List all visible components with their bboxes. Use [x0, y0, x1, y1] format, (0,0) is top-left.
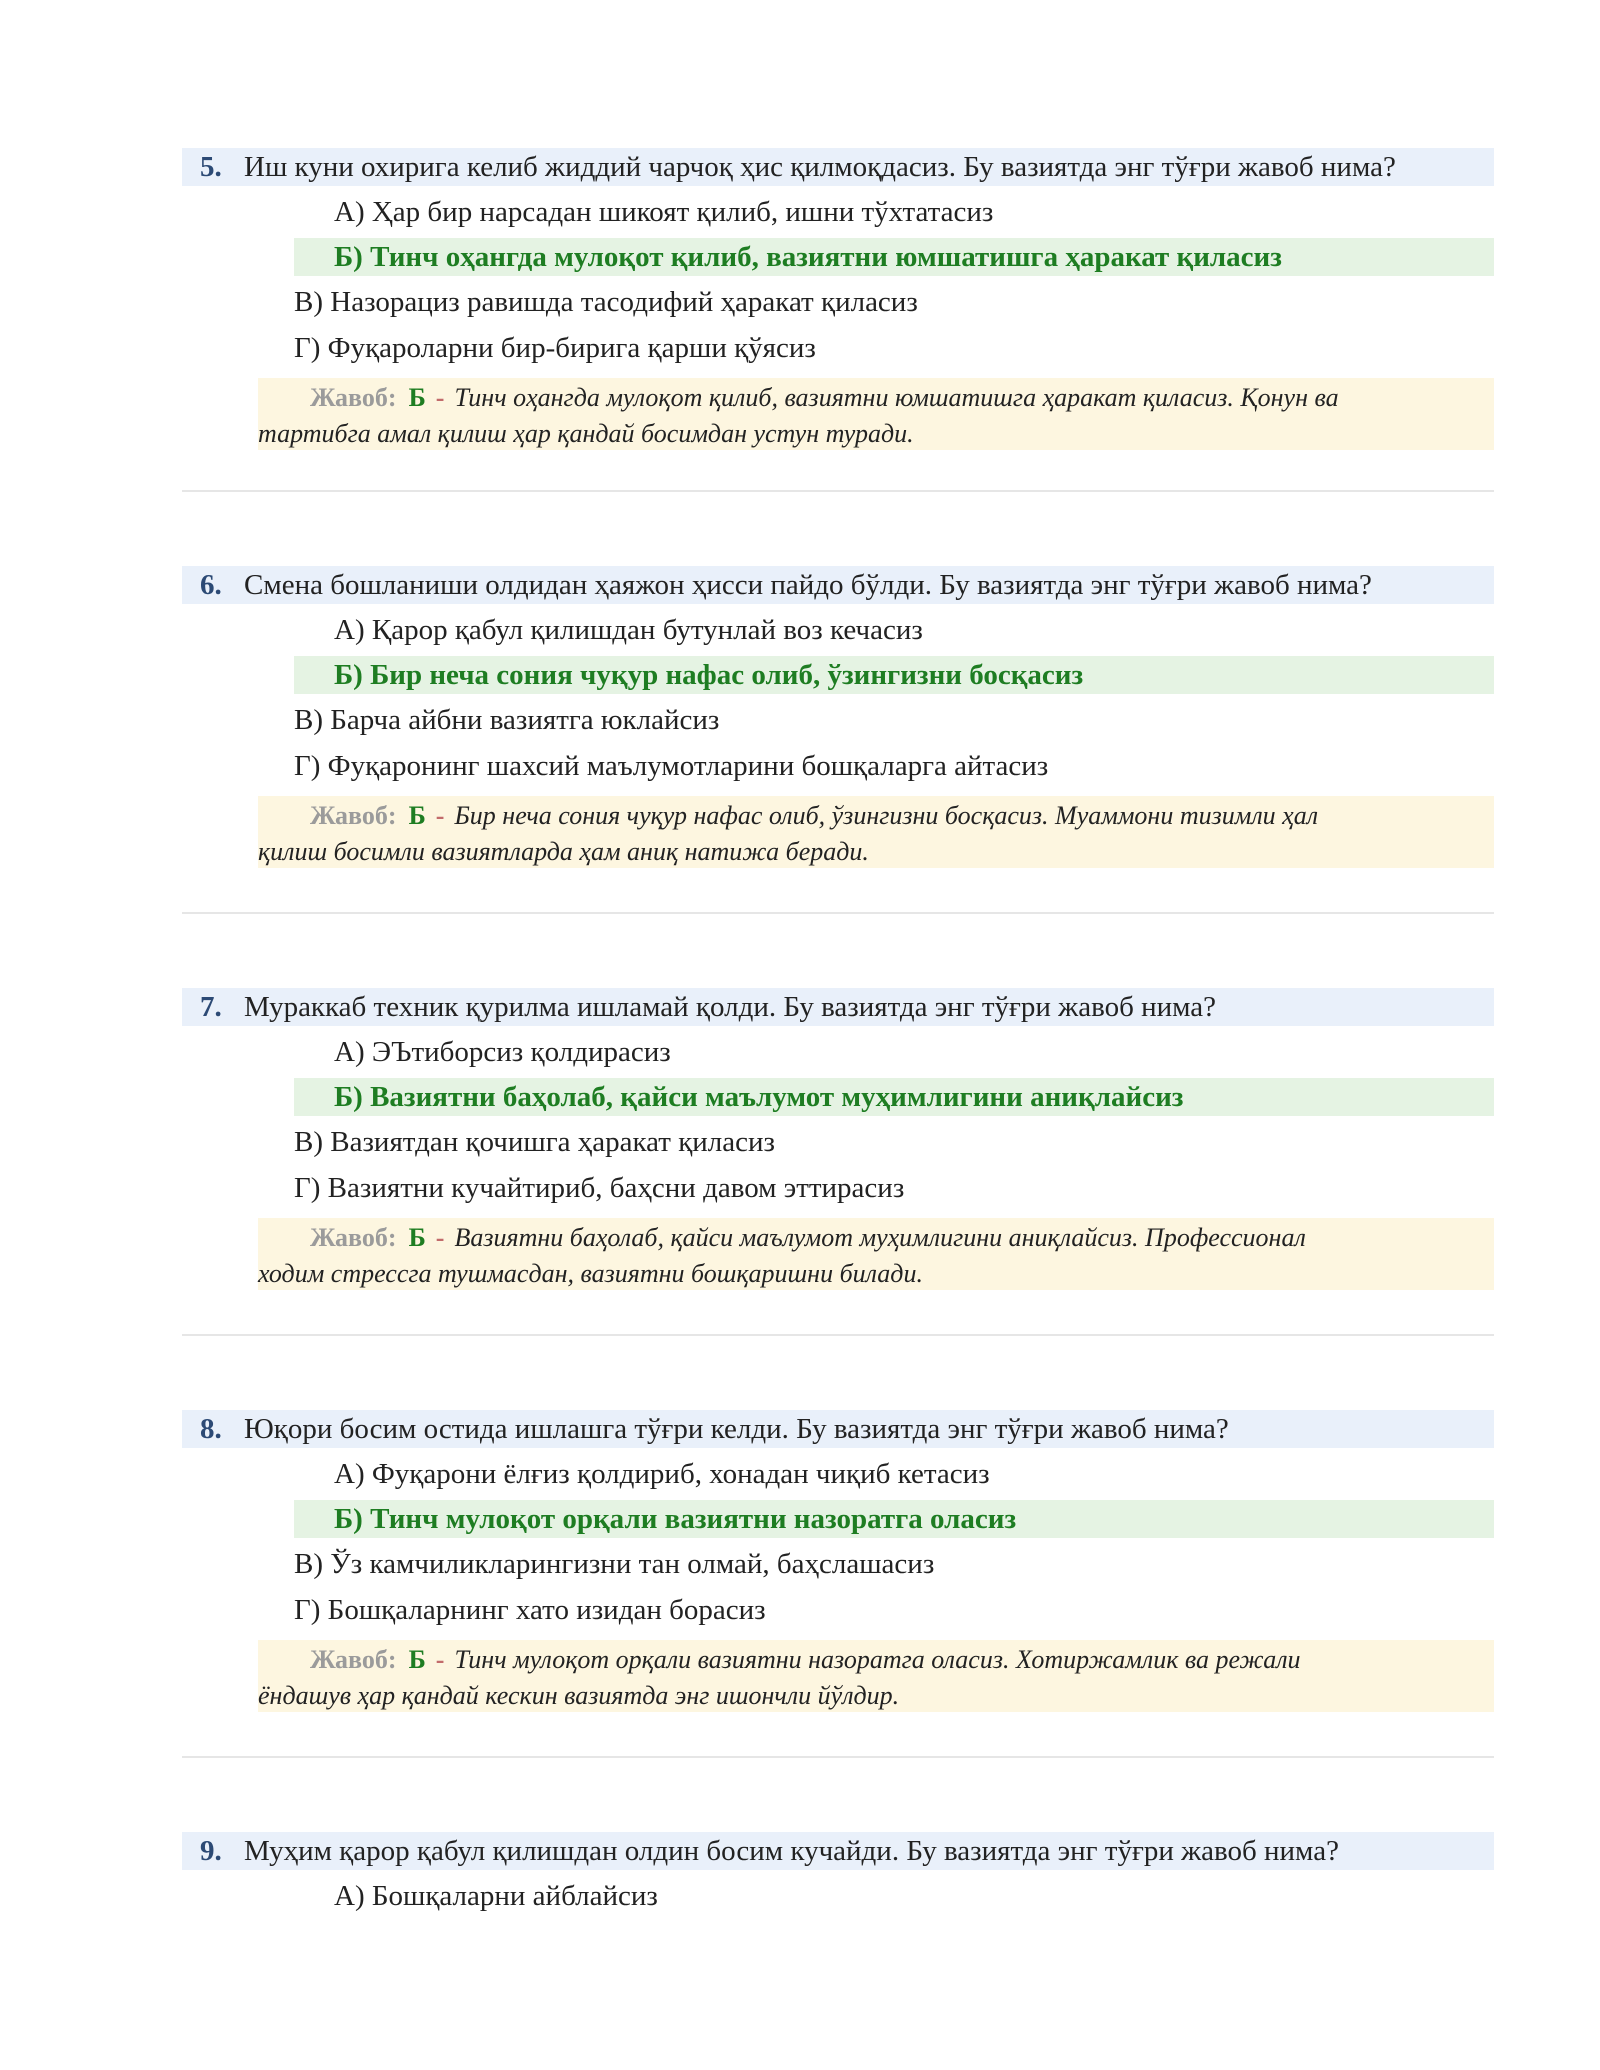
divider	[182, 1756, 1494, 1758]
option-d	[182, 1168, 1494, 1208]
option-label: Г) Фуқаронинг шахсий маълумотларини бошқаларга айтасиз	[294, 750, 1049, 782]
option-label: А) Ҳар бир нарсадан шикоят қилиб, ишни тўхтатасиз	[334, 196, 994, 228]
answer-letter: Б	[408, 383, 426, 412]
option-b-correct	[294, 238, 1494, 276]
option-label: Б) Бир неча сония чуқур нафас олиб, ўзингизни босқасиз	[334, 659, 1084, 691]
answer-explanation-continued: тартибга амал қилиш ҳар қандай босимдан устун туради.	[258, 419, 914, 448]
answer-explanation: Тинч мулоқот орқали вазиятни назоратга оласиз. Хотиржамлик ва режали	[454, 1645, 1301, 1674]
question-header	[182, 1832, 1494, 1870]
answer-letter: Б	[408, 1645, 426, 1674]
answer-first-line	[310, 1222, 1306, 1254]
question-number: 9.	[200, 1835, 222, 1867]
question-text: Мураккаб техник қурилма ишламай қолди. Бу вазиятда энг тўғри жавоб нима?	[244, 991, 1217, 1023]
option-label: В) Вазиятдан қочишга ҳаракат қиласиз	[294, 1126, 775, 1158]
answer-letter: Б	[408, 801, 426, 830]
answer-box	[258, 1640, 1494, 1712]
divider	[182, 1334, 1494, 1336]
answer-letter: Б	[408, 1223, 426, 1252]
answer-first-line	[310, 382, 1339, 414]
answer-dash: -	[435, 1645, 445, 1674]
question-header	[182, 988, 1494, 1026]
answer-explanation: Бир неча сония чуқур нафас олиб, ўзингизни босқасиз. Муаммони тизимли ҳал	[454, 801, 1319, 830]
question-block-5	[182, 148, 1494, 450]
option-label: Б) Тинч мулоқот орқали вазиятни назоратга оласиз	[334, 1503, 1017, 1535]
answer-explanation-continued: қилиш босимли вазиятларда ҳам аниқ натижа беради.	[258, 837, 869, 866]
option-a	[182, 1454, 1494, 1494]
option-label: Г) Фуқароларни бир-бирига қарши қўясиз	[294, 332, 816, 364]
answer-explanation-continued: ходим стрессга тушмасдан, вазиятни бошқаришни билади.	[258, 1259, 923, 1288]
option-b-correct	[294, 656, 1494, 694]
option-label: Г) Вазиятни кучайтириб, баҳсни давом эттирасиз	[294, 1172, 905, 1204]
answer-label: Жавоб:	[310, 801, 397, 830]
option-label: В) Ўз камчиликларингизни тан олмай, баҳслашасиз	[294, 1548, 935, 1580]
option-label: А) Бошқаларни айблайсиз	[334, 1880, 658, 1912]
option-c	[182, 1122, 1494, 1162]
option-label: Б) Вазиятни баҳолаб, қайси маълумот муҳимлигини аниқлайсиз	[334, 1081, 1184, 1113]
option-a	[182, 192, 1494, 232]
option-c	[182, 282, 1494, 322]
question-number: 6.	[200, 569, 222, 601]
option-c	[182, 700, 1494, 740]
option-label: Г) Бошқаларнинг хато изидан борасиз	[294, 1594, 766, 1626]
answer-dash: -	[435, 801, 445, 830]
answer-box	[258, 378, 1494, 450]
option-a	[182, 1876, 1494, 1916]
answer-label: Жавоб:	[310, 1645, 397, 1674]
option-b-correct	[294, 1500, 1494, 1538]
question-header	[182, 1410, 1494, 1448]
question-text: Муҳим қарор қабул қилишдан олдин босим кучайди. Бу вазиятда энг тўғри жавоб нима?	[244, 1835, 1339, 1867]
option-c	[182, 1544, 1494, 1584]
question-text: Иш куни охирига келиб жиддий чарчоқ ҳис қилмоқдасиз. Бу вазиятда энг тўғри жавоб нима?	[244, 151, 1396, 183]
question-header	[182, 566, 1494, 604]
question-block-7	[182, 988, 1494, 1290]
question-number: 8.	[200, 1413, 222, 1445]
option-d	[182, 1590, 1494, 1630]
answer-first-line	[310, 800, 1318, 832]
answer-explanation: Тинч оҳангда мулоқот қилиб, вазиятни юмшатишга ҳаракат қиласиз. Қонун ва	[454, 383, 1339, 412]
divider	[182, 490, 1494, 492]
question-block-6	[182, 566, 1494, 868]
question-text: Юқори босим остида ишлашга тўғри келди. Бу вазиятда энг тўғри жавоб нима?	[244, 1413, 1229, 1445]
question-block-9	[182, 1832, 1494, 1916]
question-header	[182, 148, 1494, 186]
option-b-correct	[294, 1078, 1494, 1116]
divider	[182, 912, 1494, 914]
option-d	[182, 746, 1494, 786]
option-label: А) Фуқарони ёлғиз қолдириб, хонадан чиқиб кетасиз	[334, 1458, 990, 1490]
option-label: А) Қарор қабул қилишдан бутунлай воз кечасиз	[334, 614, 923, 646]
question-number: 5.	[200, 151, 222, 183]
option-label: А) ЭЪтиборсиз қолдирасиз	[334, 1036, 671, 1068]
answer-explanation-continued: ёндашув ҳар қандай кескин вазиятда энг ишончли йўлдир.	[258, 1681, 900, 1710]
option-label: В) Барча айбни вазиятга юклайсиз	[294, 704, 720, 736]
answer-box	[258, 1218, 1494, 1290]
option-a	[182, 610, 1494, 650]
answer-dash: -	[435, 383, 445, 412]
answer-dash: -	[435, 1223, 445, 1252]
answer-explanation: Вазиятни баҳолаб, қайси маълумот муҳимлигини аниқлайсиз. Профессионал	[454, 1223, 1306, 1252]
question-number: 7.	[200, 991, 222, 1023]
option-a	[182, 1032, 1494, 1072]
option-d	[182, 328, 1494, 368]
question-text: Смена бошланиши олдидан ҳаяжон ҳисси пайдо бўлди. Бу вазиятда энг тўғри жавоб нима?	[244, 569, 1372, 601]
answer-first-line	[310, 1644, 1301, 1676]
question-block-8	[182, 1410, 1494, 1712]
option-label: Б) Тинч оҳангда мулоқот қилиб, вазиятни юмшатишга ҳаракат қиласиз	[334, 241, 1282, 273]
answer-label: Жавоб:	[310, 383, 397, 412]
answer-box	[258, 796, 1494, 868]
option-label: В) Назорациз равишда тасодифий ҳаракат қиласиз	[294, 286, 918, 318]
answer-label: Жавоб:	[310, 1223, 397, 1252]
